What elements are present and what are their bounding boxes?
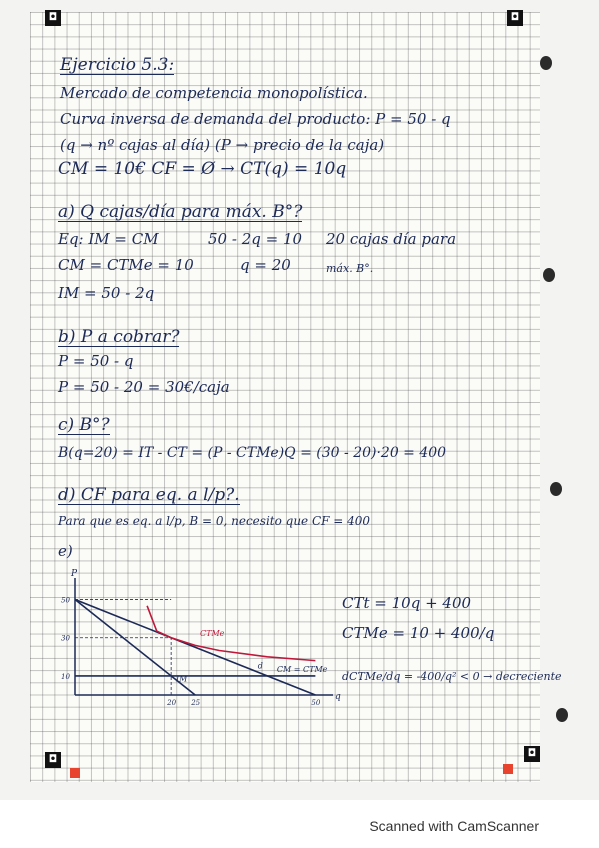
intro-line: CM = 10€ CF = Ø → CT(q) = 10q: [58, 159, 347, 179]
answer-a-left: IM = 50 - 2q: [58, 284, 155, 302]
corner-marker-icon: ◘: [45, 752, 61, 768]
answer-a-middle: 50 - 2q = 10: [208, 230, 303, 248]
formula-derivative: dCTMe/dq = -400/q² < 0 → decreciente: [342, 670, 562, 683]
series-line: [147, 606, 315, 661]
corner-marker-icon: ◘: [45, 10, 61, 26]
corner-marker-icon: ◘: [524, 746, 540, 762]
x-axis-label: q: [335, 692, 341, 702]
question-c: c) B°?: [58, 415, 110, 435]
series-line: [75, 600, 315, 695]
intro-line: (q → nº cajas al día) (P → precio de la caja): [60, 136, 385, 154]
answer-a-middle: q = 20: [240, 256, 291, 274]
answer-b: P = 50 - q: [58, 352, 134, 370]
y-tick-label: 10: [61, 672, 70, 681]
series-label: d: [257, 661, 263, 671]
answer-b: P = 50 - 20 = 30€/caja: [58, 378, 230, 396]
question-a: a) Q cajas/día para máx. B°?: [58, 202, 303, 222]
answer-d: Para que es eq. a l/p, B = 0, necesito que CF = 400: [58, 514, 371, 528]
series-label: IM: [175, 674, 188, 684]
answer-a-left: Eq: IM = CM: [58, 230, 159, 248]
answer-a-left: CM = CTMe = 10: [58, 256, 194, 274]
binder-hole-icon: [556, 708, 568, 722]
x-tick-label: 25: [191, 699, 201, 707]
cost-demand-chart: [45, 570, 345, 720]
red-marker-icon: [70, 768, 80, 778]
question-e: e): [58, 542, 73, 560]
intro-line: Curva inversa de demanda del producto: P = 50 - q: [60, 110, 451, 128]
formula-ctme: CTMe = 10 + 400/q: [342, 624, 495, 642]
question-d: d) CF para eq. a l/p?.: [58, 485, 240, 505]
question-b: b) P a cobrar?: [58, 327, 180, 347]
answer-a-right: 20 cajas día para: [326, 230, 457, 248]
binder-hole-icon: [543, 268, 555, 282]
series-label: CTMe: [200, 628, 225, 638]
binder-hole-icon: [540, 56, 552, 70]
red-marker-icon: [503, 764, 513, 774]
corner-marker-icon: ◘: [507, 10, 523, 26]
series-label: CM = CTMe: [276, 665, 328, 675]
y-tick-label: 50: [61, 596, 70, 605]
x-tick-label: 20: [167, 699, 177, 707]
answer-c: B(q=20) = IT - CT = (P - CTMe)Q = (30 - 20)·20 = 400: [58, 445, 447, 461]
exercise-title: Ejercicio 5.3:: [60, 55, 175, 75]
intro-line: Mercado de competencia monopolística.: [60, 84, 368, 102]
binder-hole-icon: [550, 482, 562, 496]
answer-a-right: máx. B°.: [326, 262, 374, 275]
formula-ct: CTt = 10q + 400: [342, 594, 472, 612]
y-tick-label: 30: [61, 634, 70, 643]
footer-watermark: Scanned with CamScanner: [369, 818, 539, 834]
x-tick-label: 50: [311, 699, 321, 707]
y-axis-label: P: [71, 569, 78, 579]
